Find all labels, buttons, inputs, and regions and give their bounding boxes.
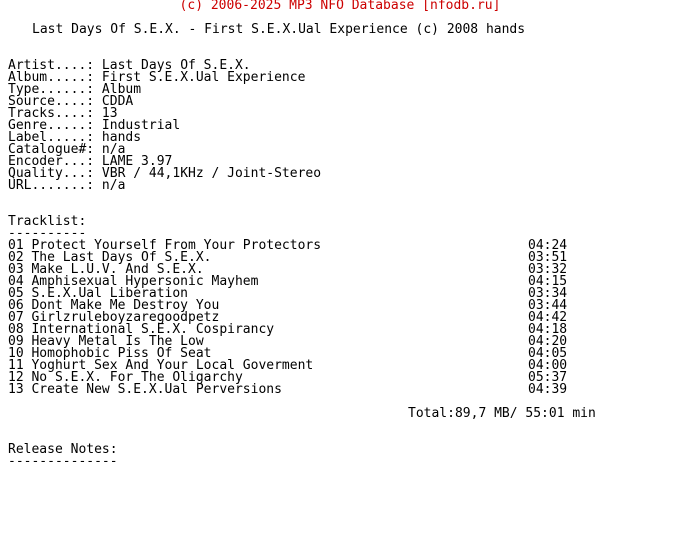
release-notes-underline: -------------- [8,454,118,469]
track-time: 04:05 [528,346,568,361]
track-time: 04:42 [528,310,568,325]
track-title: 11 Yoghurt Sex And Your Local Goverment [8,358,314,373]
info-label: Source....: [8,94,95,109]
info-label: Catalogue#: [8,142,95,157]
track-time: 04:24 [528,238,568,253]
track-title: 08 International S.E.X. Cospirancy [8,322,275,337]
info-value: Last Days Of S.E.X. [101,58,251,73]
track-title: 09 Heavy Metal Is The Low [8,334,204,349]
info-label: Type......: [8,82,95,97]
track-title: 12 No S.E.X. For The Oligarchy [8,370,243,385]
track-title: 06 Dont Make Me Destroy You [8,298,220,313]
tracklist-underline: ---------- [8,226,87,241]
info-value: 13 [101,106,118,121]
info-value: Industrial [101,118,181,133]
track-time: 03:32 [528,262,568,277]
track-time: 04:15 [528,274,568,289]
info-value: hands [101,130,142,145]
track-time: 04:18 [528,322,568,337]
track-title: 03 Make L.U.V. And S.E.X. [8,262,204,277]
track-title: 04 Amphisexual Hypersonic Mayhem [8,274,259,289]
info-url [8,180,125,192]
track-title: 13 Create New S.E.X.Ual Perversions [8,382,282,397]
track-title: 07 Girlzruleboyzaregoodpetz [8,310,220,325]
info-label: Tracks....: [8,106,95,121]
track-time: 04:39 [528,382,568,397]
track-title: 02 The Last Days Of S.E.X. [8,250,212,265]
info-value: CDDA [101,94,134,109]
release-notes-heading: Release Notes: [8,442,118,457]
info-label: Album.....: [8,70,95,85]
track-time: 03:34 [528,286,568,301]
track-time: 05:37 [528,370,568,385]
info-label: Label.....: [8,130,95,145]
info-label: Quality...: [8,166,95,181]
site-credit: (c) 2006-2025 MP3 NFO Database [nfodb.ru] [179,0,501,13]
track-time: 04:00 [528,358,568,373]
track-time: 03:51 [528,250,568,265]
info-value: VBR / 44,1KHz / Joint-Stereo [101,166,322,181]
tracklist-total: Total:89,7 MB/ 55:01 min [408,406,596,421]
info-value: n/a [101,142,126,157]
info-value: LAME 3.97 [101,154,173,169]
release-header: Last Days Of S.E.X. - First S.E.X.Ual Experience (c) 2008 hands [32,22,526,37]
track-title: 10 Homophobic Piss Of Seat [8,346,212,361]
info-value: First S.E.X.Ual Experience [101,70,306,85]
info-label: Artist....: [8,58,95,73]
track-time: 03:44 [528,298,568,313]
track-title: 05 S.E.X.Ual Liberation [8,286,189,301]
info-label: Encoder...: [8,154,95,169]
info-value: n/a [101,178,126,193]
info-label: Genre.....: [8,118,95,133]
tracklist-heading: Tracklist: [8,214,87,229]
info-value: Album [101,82,142,97]
track-time: 04:20 [528,334,568,349]
info-label: URL.......: [8,178,95,193]
track-title: 01 Protect Yourself From Your Protectors [8,238,322,253]
